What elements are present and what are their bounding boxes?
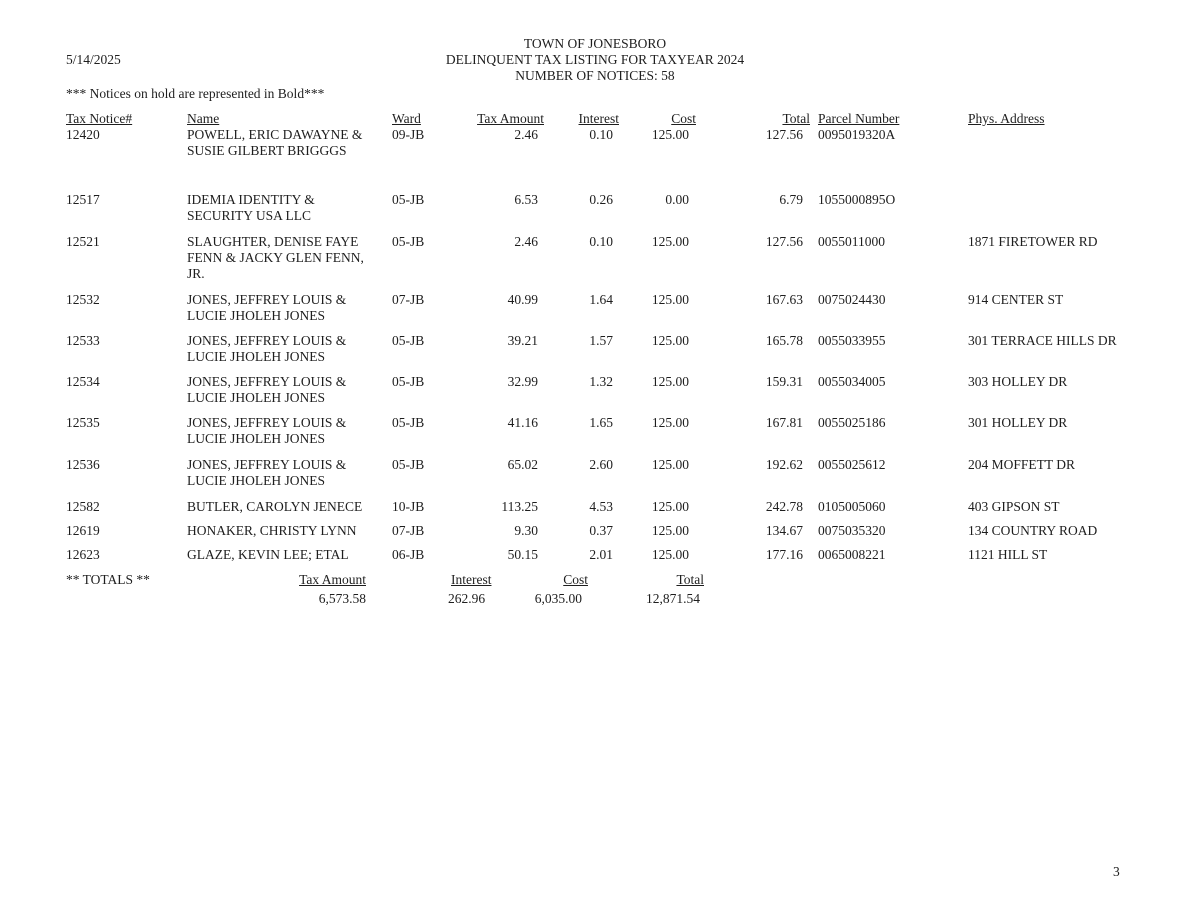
row-interest: 4.53 — [589, 499, 613, 514]
row-tax-notice: 12517 — [66, 192, 100, 207]
row-cost: 125.00 — [651, 547, 689, 562]
town-title: TOWN OF JONESBORO — [523, 36, 667, 51]
row-tax-amount: 50.15 — [507, 547, 538, 562]
row-cost: 125.00 — [651, 523, 689, 538]
row-tax-notice: 12521 — [66, 234, 100, 249]
row-interest: 0.26 — [589, 192, 613, 207]
row-ward: 05-JB — [392, 457, 425, 472]
totals-total-value: 12,871.54 — [646, 591, 700, 606]
row-total: 165.78 — [765, 333, 803, 348]
row-address: 301 HOLLEY DR — [968, 415, 1068, 430]
col-total: Total — [782, 111, 810, 126]
row-name: JONES, JEFFREY LOUIS & LUCIE JHOLEH JONES — [187, 333, 347, 364]
row-cost: 125.00 — [651, 333, 689, 348]
row-name: IDEMIA IDENTITY & SECURITY USA LLC — [187, 192, 315, 223]
row-cost: 125.00 — [651, 234, 689, 249]
row-tax-amount: 2.46 — [514, 127, 538, 142]
row-total: 159.31 — [765, 374, 803, 389]
row-ward: 05-JB — [392, 234, 425, 249]
row-address: 1121 HILL ST — [968, 547, 1048, 562]
row-tax-amount: 2.46 — [514, 234, 538, 249]
row-tax-notice: 12535 — [66, 415, 100, 430]
row-total: 177.16 — [765, 547, 803, 562]
row-address: 204 MOFFETT DR — [968, 457, 1076, 472]
row-tax-notice: 12536 — [66, 457, 100, 472]
bold-note: *** Notices on hold are represented in Bold*** — [66, 86, 325, 101]
row-name: JONES, JEFFREY LOUIS & LUCIE JHOLEH JONES — [187, 292, 347, 323]
totals-tax-label: Tax Amount — [299, 572, 366, 587]
row-interest: 1.65 — [589, 415, 613, 430]
totals-interest-label: Interest — [451, 572, 492, 587]
notice-count: NUMBER OF NOTICES: 58 — [515, 68, 675, 83]
row-total: 242.78 — [765, 499, 803, 514]
row-address: 301 TERRACE HILLS DR — [968, 333, 1117, 348]
totals-total-label: Total — [676, 572, 704, 587]
row-cost: 125.00 — [651, 127, 689, 142]
row-tax-amount: 41.16 — [507, 415, 538, 430]
row-address: 914 CENTER ST — [968, 292, 1064, 307]
listing-title: DELINQUENT TAX LISTING FOR TAXYEAR 2024 — [445, 52, 745, 67]
col-cost: Cost — [671, 111, 696, 126]
col-address: Phys. Address — [968, 111, 1045, 126]
report-date: 5/14/2025 — [66, 52, 121, 67]
row-tax-notice: 12534 — [66, 374, 100, 389]
row-parcel: 0075035320 — [818, 523, 886, 538]
row-cost: 0.00 — [665, 192, 689, 207]
row-address: 134 COUNTRY ROAD — [968, 523, 1098, 538]
row-tax-notice: 12532 — [66, 292, 100, 307]
row-tax-amount: 6.53 — [514, 192, 538, 207]
row-interest: 0.10 — [589, 234, 613, 249]
row-total: 167.63 — [765, 292, 803, 307]
row-cost: 125.00 — [651, 499, 689, 514]
row-interest: 1.57 — [589, 333, 613, 348]
row-name: JONES, JEFFREY LOUIS & LUCIE JHOLEH JONES — [187, 374, 347, 405]
row-name: HONAKER, CHRISTY LYNN — [187, 523, 357, 538]
row-ward: 06-JB — [392, 547, 425, 562]
row-parcel: 0055033955 — [818, 333, 886, 348]
row-tax-amount: 65.02 — [507, 457, 538, 472]
row-name: BUTLER, CAROLYN JENECE — [187, 499, 363, 514]
row-parcel: 0055025186 — [818, 415, 886, 430]
row-cost: 125.00 — [651, 457, 689, 472]
row-ward: 05-JB — [392, 192, 425, 207]
row-tax-amount: 40.99 — [507, 292, 538, 307]
row-ward: 07-JB — [392, 523, 425, 538]
totals-interest-value: 262.96 — [448, 591, 486, 606]
row-tax-amount: 113.25 — [501, 499, 538, 514]
row-total: 192.62 — [765, 457, 803, 472]
row-parcel: 1055000895O — [818, 192, 896, 207]
row-tax-notice: 12582 — [66, 499, 100, 514]
row-parcel: 0055025612 — [818, 457, 886, 472]
row-ward: 10-JB — [392, 499, 425, 514]
row-cost: 125.00 — [651, 374, 689, 389]
row-total: 167.81 — [765, 415, 803, 430]
row-interest: 0.10 — [589, 127, 613, 142]
col-tax-amount: Tax Amount — [477, 111, 544, 126]
row-name: GLAZE, KEVIN LEE; ETAL — [187, 547, 349, 562]
col-parcel: Parcel Number — [818, 111, 900, 126]
row-total: 6.79 — [779, 192, 803, 207]
totals-tax-value: 6,573.58 — [318, 591, 366, 606]
totals-label: ** TOTALS ** — [66, 572, 150, 587]
row-total: 127.56 — [765, 127, 803, 142]
row-name: SLAUGHTER, DENISE FAYE FENN & JACKY GLEN FENN, JR. — [187, 234, 364, 281]
row-address: 1871 FIRETOWER RD — [968, 234, 1098, 249]
row-address: 303 HOLLEY DR — [968, 374, 1068, 389]
row-tax-amount: 39.21 — [507, 333, 538, 348]
row-tax-notice: 12619 — [66, 523, 100, 538]
row-cost: 125.00 — [651, 415, 689, 430]
row-parcel: 0075024430 — [818, 292, 886, 307]
row-tax-notice: 12623 — [66, 547, 100, 562]
row-parcel: 0105005060 — [818, 499, 886, 514]
row-tax-amount: 9.30 — [514, 523, 538, 538]
row-tax-notice: 12420 — [66, 127, 100, 142]
page-number: 3 — [1113, 864, 1120, 879]
row-interest: 0.37 — [589, 523, 613, 538]
row-parcel: 0055034005 — [818, 374, 886, 389]
row-name: POWELL, ERIC DAWAYNE & SUSIE GILBERT BRIGGGS — [187, 127, 363, 158]
col-ward: Ward — [392, 111, 421, 126]
row-total: 127.56 — [765, 234, 803, 249]
row-name: JONES, JEFFREY LOUIS & LUCIE JHOLEH JONES — [187, 457, 347, 488]
row-total: 134.67 — [765, 523, 803, 538]
row-interest: 1.64 — [589, 292, 613, 307]
row-parcel: 0065008221 — [818, 547, 886, 562]
totals-cost-value: 6,035.00 — [534, 591, 582, 606]
row-interest: 2.01 — [589, 547, 613, 562]
col-interest: Interest — [578, 111, 619, 126]
row-ward: 09-JB — [392, 127, 425, 142]
col-tax-notice: Tax Notice# — [66, 111, 133, 126]
row-address: 403 GIPSON ST — [968, 499, 1060, 514]
row-tax-amount: 32.99 — [507, 374, 538, 389]
col-name: Name — [187, 111, 220, 126]
row-tax-notice: 12533 — [66, 333, 100, 348]
row-interest: 1.32 — [589, 374, 613, 389]
row-ward: 05-JB — [392, 415, 425, 430]
row-ward: 07-JB — [392, 292, 425, 307]
row-parcel: 0095019320A — [818, 127, 896, 142]
row-ward: 05-JB — [392, 333, 425, 348]
row-name: JONES, JEFFREY LOUIS & LUCIE JHOLEH JONES — [187, 415, 347, 446]
row-ward: 05-JB — [392, 374, 425, 389]
row-interest: 2.60 — [589, 457, 613, 472]
row-parcel: 0055011000 — [818, 234, 885, 249]
row-cost: 125.00 — [651, 292, 689, 307]
totals-cost-label: Cost — [563, 572, 588, 587]
